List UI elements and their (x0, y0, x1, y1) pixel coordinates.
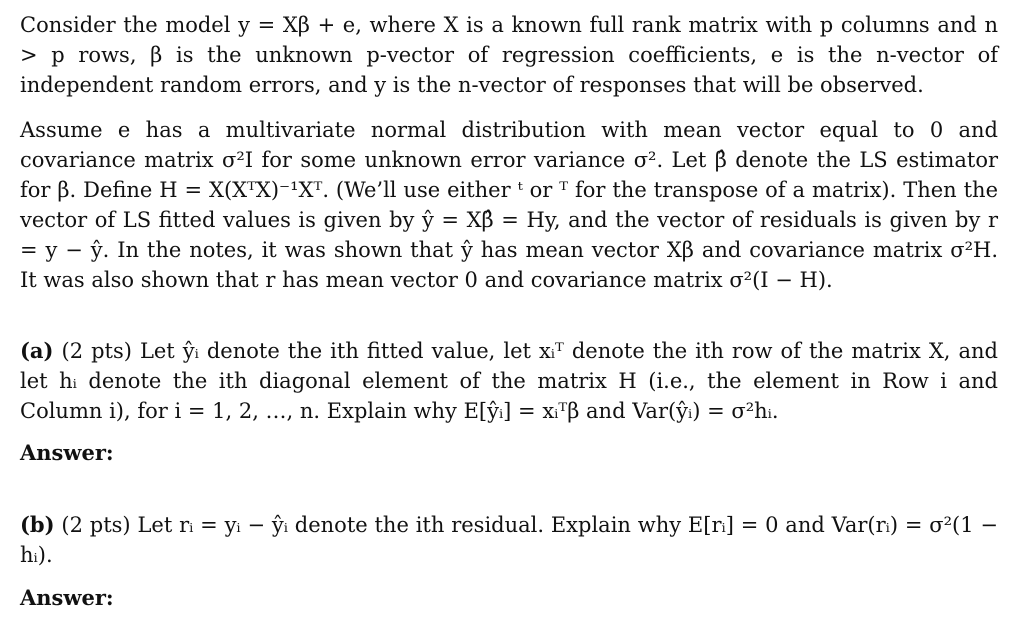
question-a-label: (a) (20, 338, 54, 363)
answer-a-label: Answer: (20, 440, 114, 465)
question-b (20, 510, 998, 570)
answer-b-label: Answer: (20, 585, 114, 610)
assumptions-paragraph: Assume e has a multivariate normal distribution with mean vector equal to 0 and covariance matrix σ²I for some unknown error variance σ². Let β̂ denote the LS estimator for β. Define H = X(XᵀX)⁻¹Xᵀ. (We’ll use either ᵗ or ᵀ for the transpose of a matrix). Then the vector of LS fitted values is given by ŷ = Xβ̂ = Hy, and the vector of residuals is given by r = y − ŷ. In the notes, it was shown that ŷ has mean vector Xβ and covariance matrix σ²H. It was also shown that r has mean vector 0 and covariance matrix σ²(I − H). (20, 118, 998, 292)
question-b-label: (b) (20, 512, 55, 537)
question-a-points: (2 pts) (61, 339, 132, 363)
question-a (20, 336, 998, 426)
question-b-points: (2 pts) (61, 513, 131, 537)
intro-paragraph: Consider the model y = Xβ + e, where X is a known full rank matrix with p columns and n > p rows, β is the unknown p-vector of regression coefficients, e is the n-vector of independent random errors, and y is the n-vector of responses that will be observed. (20, 13, 998, 97)
question-b-text: Let rᵢ = yᵢ − ŷᵢ denote the ith residual. Explain why E[rᵢ] = 0 and Var(rᵢ) = σ²(1 − hᵢ). (20, 513, 998, 567)
question-a-text: Let ŷᵢ denote the ith fitted value, let xᵢᵀ denote the ith row of the matrix X, and let hᵢ denote the ith diagonal element of the matrix H (i.e., the element in Row i and Column i), for i = 1, 2, …, n. Explain why E[ŷᵢ] = xᵢᵀβ and Var(ŷᵢ) = σ²hᵢ. (20, 339, 998, 423)
